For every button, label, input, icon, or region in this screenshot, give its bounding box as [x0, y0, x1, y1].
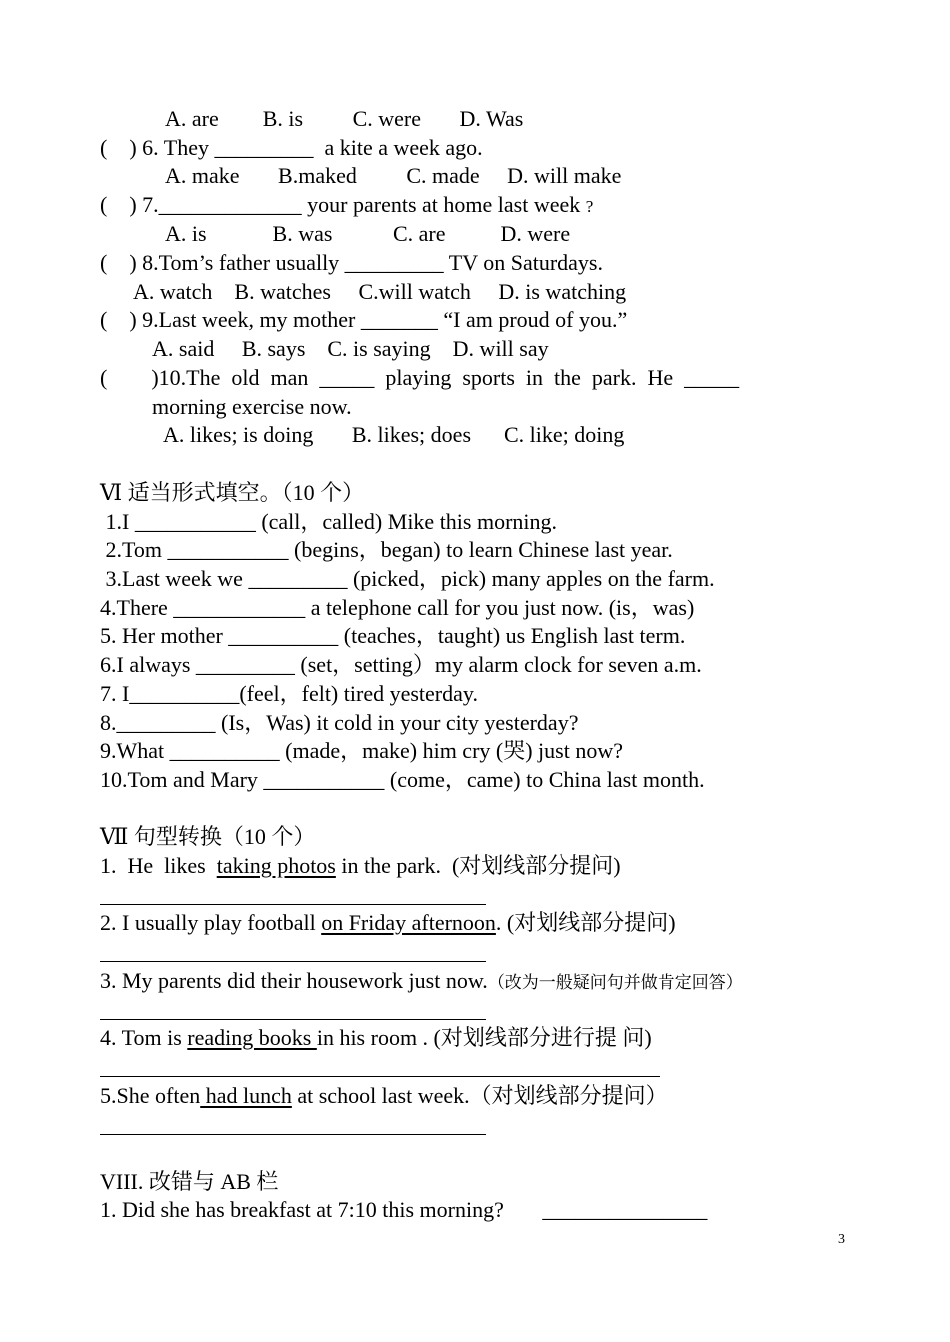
- q8-options: A. watch B. watches C.will watch D. is watching: [133, 279, 627, 304]
- q9-options: A. said B. says C. is saying D. will say: [152, 336, 549, 361]
- q7-qmark: ?: [585, 197, 594, 216]
- q9-stem: ( ) 9.Last week, my mother _______ “I am proud of you.”: [100, 307, 628, 332]
- section6-item-1: 1.I ___________ (call，called) Mike this morning.: [100, 509, 558, 534]
- q1-post: in the park. (对划线部分提问): [335, 853, 621, 878]
- q2-underlined: on Friday afternoon: [321, 910, 496, 935]
- section8-q1: 1. Did she has breakfast at 7:10 this morning? _______________: [100, 1197, 708, 1222]
- section6-item-4: 4.There ____________ a telephone call for you just now. (is，was): [100, 595, 695, 620]
- section7-q4: [100, 1024, 652, 1052]
- q1-pre: 1. He likes: [100, 853, 217, 878]
- q5-underlined: had lunch: [200, 1083, 292, 1108]
- page-number: 3: [838, 1232, 845, 1247]
- q10-stem: ( )10.The old man _____ playing sports in the park. He _____: [100, 365, 740, 390]
- q1-underlined: taking photos: [216, 853, 336, 878]
- section7-title: Ⅶ 句型转换（10 个）: [100, 824, 316, 849]
- section7-q3: [100, 967, 743, 997]
- q4-pre: 4. Tom is: [100, 1025, 188, 1050]
- q3-pre: 3. My parents did their housework just now.: [100, 968, 488, 993]
- section7-q2: [100, 909, 676, 937]
- section8-title: VIII. 改错与 AB 栏: [100, 1169, 279, 1194]
- section6-item-7: 7. I__________(feel，felt) tired yesterday.: [100, 681, 478, 706]
- q10-options: A. likes; is doing B. likes; does C. like; doing: [163, 422, 625, 447]
- section6-item-10: 10.Tom and Mary ___________ (come，came) to China last month.: [100, 767, 705, 792]
- answer-line-1[interactable]: [100, 904, 486, 905]
- q3-note: （改为一般疑问句并做肯定回答）: [487, 973, 743, 992]
- section7-q5: [100, 1082, 668, 1110]
- q5-options: A. are B. is C. were D. Was: [165, 106, 524, 131]
- q2-pre: 2. I usually play football: [100, 910, 322, 935]
- answer-line-3[interactable]: [100, 1019, 486, 1020]
- section6-item-6: 6.I always _________ (set，setting）my alarm clock for seven a.m.: [100, 652, 702, 677]
- q7-options: A. is B. was C. are D. were: [165, 221, 571, 246]
- q2-post: . (对划线部分提问): [495, 910, 676, 935]
- q4-post: in his room . (对划线部分进行提 问): [316, 1025, 652, 1050]
- q6-stem: ( ) 6. They _________ a kite a week ago.: [100, 135, 483, 160]
- q8-stem: ( ) 8.Tom’s father usually _________ TV on Saturdays.: [100, 250, 603, 275]
- section6-item-8: 8._________ (Is，Was) it cold in your city yesterday?: [100, 710, 579, 735]
- q6-options: A. make B.maked C. made D. will make: [165, 163, 622, 188]
- section6-item-2: 2.Tom ___________ (begins，began) to learn Chinese last year.: [100, 537, 673, 562]
- answer-line-4[interactable]: [100, 1076, 660, 1077]
- q7-stem-text: ( ) 7._____________ your parents at home last week: [100, 192, 581, 217]
- q10-continuation: morning exercise now.: [152, 394, 352, 419]
- section6-item-5: 5. Her mother __________ (teaches，taught) us English last term.: [100, 623, 686, 648]
- answer-line-5[interactable]: [100, 1134, 486, 1135]
- section7-q1: [100, 852, 621, 880]
- section6-item-9: 9.What __________ (made，make) him cry (哭) just now?: [100, 738, 623, 763]
- q7-stem: [100, 191, 593, 221]
- q5-post: at school last week.（对划线部分提问）: [291, 1083, 668, 1108]
- q4-underlined: reading books: [187, 1025, 317, 1050]
- section6-item-3: 3.Last week we _________ (picked，pick) many apples on the farm.: [100, 566, 715, 591]
- section6-title: Ⅵ 适当形式填空。（10 个）: [100, 480, 365, 505]
- answer-line-2[interactable]: [100, 961, 486, 962]
- q5-pre: 5.She often: [100, 1083, 201, 1108]
